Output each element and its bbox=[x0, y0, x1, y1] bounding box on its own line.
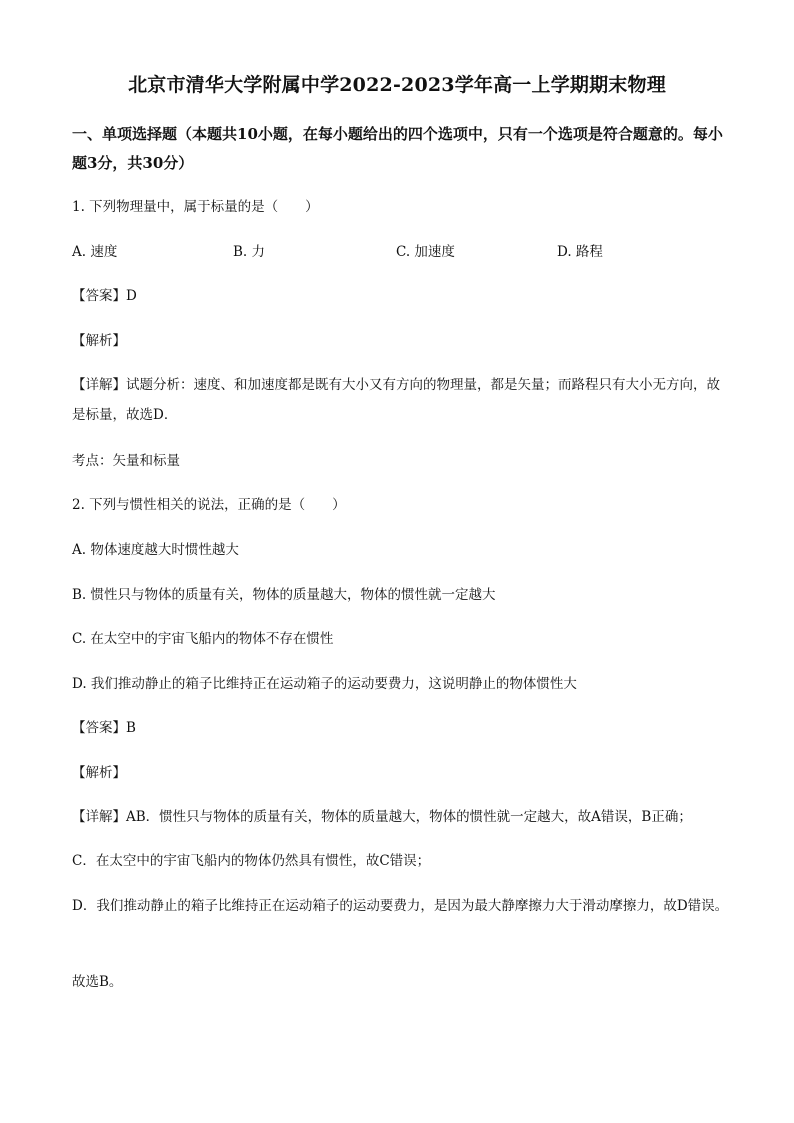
question-2-option-b: B. 惯性只与物体的质量有关，物体的质量越大，物体的惯性就一定越大 bbox=[72, 587, 496, 603]
question-2-detail-c: C．在太空中的宇宙飞船内的物体仍然具有惯性，故C错误； bbox=[72, 853, 431, 869]
section-heading: 一、单项选择题（本题共10小题，在每小题给出的四个选项中，只有一个选项是符合题意的。每小题3分，共30分） bbox=[72, 125, 723, 172]
question-1-option-b: B. 力 bbox=[233, 244, 266, 260]
question-1-option-c: C. 加速度 bbox=[396, 244, 455, 260]
question-2-option-a: A. 物体速度越大时惯性越大 bbox=[72, 542, 239, 558]
question-1-answer: 【答案】D bbox=[72, 288, 137, 304]
question-1-detail: 【详解】试题分析：速度、和加速度都是既有大小又有方向的物理量，都是矢量；而路程只有大小无方向，故是标量，故选D． bbox=[72, 377, 720, 423]
question-1-option-d: D. 路程 bbox=[557, 244, 603, 260]
question-2-conclusion: 故选B。 bbox=[72, 974, 123, 990]
question-1-option-a: A. 速度 bbox=[72, 244, 118, 260]
question-1-note: 考点：矢量和标量 bbox=[72, 453, 180, 469]
question-2-stem: 2. 下列与惯性相关的说法，正确的是（ ） bbox=[72, 497, 346, 513]
question-2-analysis-label: 【解析】 bbox=[72, 765, 126, 781]
document-title: 北京市清华大学附属中学2022-2023学年高一上学期期末物理 bbox=[128, 74, 666, 96]
question-2-option-d: D. 我们推动静止的箱子比维持正在运动箱子的运动要费力，这说明静止的物体惯性大 bbox=[72, 676, 577, 692]
question-2-detail-ab: 【详解】AB．惯性只与物体的质量有关，物体的质量越大，物体的惯性就一定越大，故A错误，B正确； bbox=[72, 809, 692, 825]
question-2-option-c: C. 在太空中的宇宙飞船内的物体不存在惯性 bbox=[72, 631, 334, 647]
question-1-analysis-label: 【解析】 bbox=[72, 333, 126, 349]
question-2-detail-d: D．我们推动静止的箱子比维持正在运动箱子的运动要费力，是因为最大静摩擦力大于滑动摩擦力，故D错误。 bbox=[72, 898, 729, 914]
question-1-stem: 1. 下列物理量中，属于标量的是（ ） bbox=[72, 199, 319, 215]
question-2-answer: 【答案】B bbox=[72, 720, 136, 736]
